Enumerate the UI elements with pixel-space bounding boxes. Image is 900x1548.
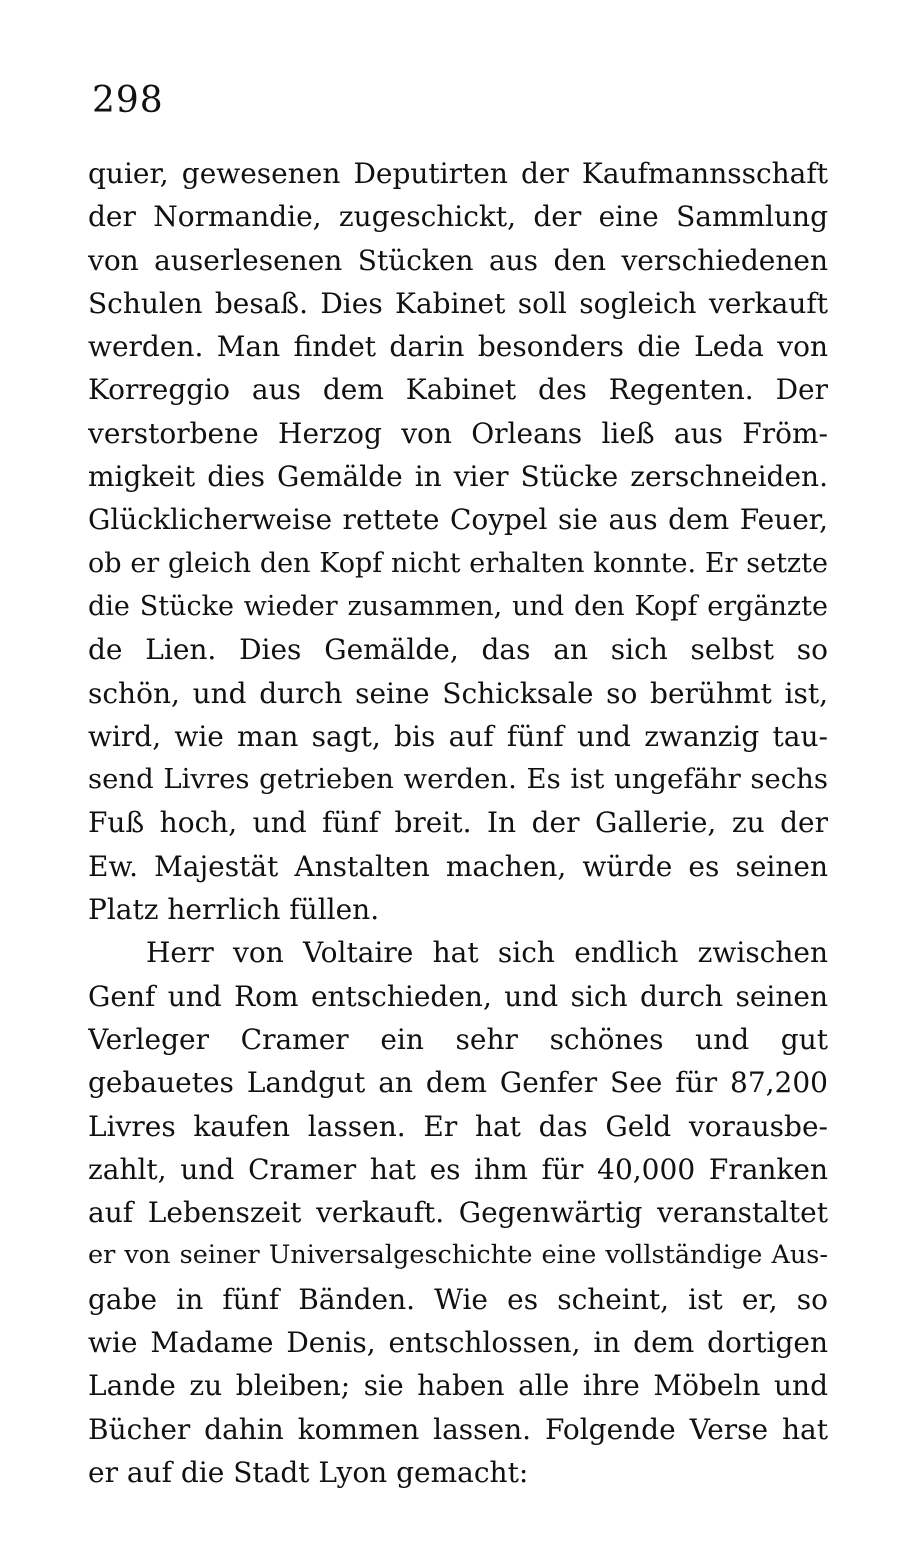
paragraph-2 — [88, 931, 828, 1494]
text-line: von auserlesenen Stücken aus den verschiedenen — [88, 243, 828, 277]
text-line: auf Lebenszeit verkauft. Gegenwärtig veranstaltet — [88, 1196, 828, 1230]
text-line: Bücher dahin kommen lassen. Folgende Verse hat — [88, 1412, 828, 1446]
text-line: schön, und durch seine Schicksale so berühmt ist, — [88, 676, 828, 710]
text-line: Verleger Cramer ein sehr schönes und gut — [88, 1022, 828, 1056]
text-line: er von seiner Universalgeschichte eine vollständige Aus- — [88, 1240, 828, 1271]
text-line: Fuß hoch, und fünf breit. In der Gallerie, zu der — [88, 806, 828, 840]
text-line: Livres kaufen lassen. Er hat das Geld vorausbe- — [88, 1109, 828, 1143]
text-line: Herr von Voltaire hat sich endlich zwischen — [146, 936, 828, 970]
text-line: de Lien. Dies Gemälde, das an sich selbst so — [88, 633, 828, 667]
paragraph-1 — [88, 152, 828, 931]
text-line: gabe in fünf Bänden. Wie es scheint, ist er, so — [88, 1282, 828, 1316]
text-line: wird, wie man sagt, bis auf fünf und zwanzig tau- — [88, 719, 828, 753]
text-line: gebauetes Landgut an dem Genfer See für 87,200 — [88, 1066, 828, 1100]
text-line: quier, gewesenen Deputirten der Kaufmannsschaft — [88, 157, 828, 190]
text-line: Korreggio aus dem Kabinet des Regenten. Der — [88, 373, 828, 407]
text-line: Platz herrlich füllen. — [88, 893, 380, 927]
text-line: Lande zu bleiben; sie haben alle ihre Möbeln und — [88, 1369, 828, 1403]
text-line: er auf die Stadt Lyon gemacht: — [88, 1455, 529, 1489]
text-line: zahlt, und Cramer hat es ihm für 40,000 Franken — [88, 1152, 828, 1186]
text-line: werden. Man findet darin besonders die Leda von — [88, 330, 828, 364]
text-line: migkeit dies Gemälde in vier Stücke zerschneiden. — [88, 460, 828, 494]
text-line: send Livres getrieben werden. Es ist ungefähr sechs — [88, 763, 828, 796]
text-line: wie Madame Denis, entschlossen, in dem dortigen — [88, 1326, 828, 1360]
text-line: Glücklicherweise rettete Coypel sie aus dem Feuer, — [88, 503, 828, 537]
text-line: Genf und Rom entschieden, und sich durch seinen — [88, 979, 828, 1013]
text-line: der Normandie, zugeschickt, der eine Sammlung — [88, 200, 828, 234]
page-number: 298 — [92, 80, 164, 121]
body-text — [88, 152, 828, 1494]
text-line: Ew. Majestät Anstalten machen, würde es seinen — [88, 849, 828, 883]
text-line: die Stücke wieder zusammen, und den Kopf ergänzte — [88, 590, 828, 622]
text-line: Schulen besaß. Dies Kabinet soll sogleich verkauft — [88, 286, 828, 320]
text-line: ob er gleich den Kopf nicht erhalten konnte. Er setzte — [88, 547, 828, 579]
text-line: verstorbene Herzog von Orleans ließ aus Fröm- — [88, 416, 828, 450]
